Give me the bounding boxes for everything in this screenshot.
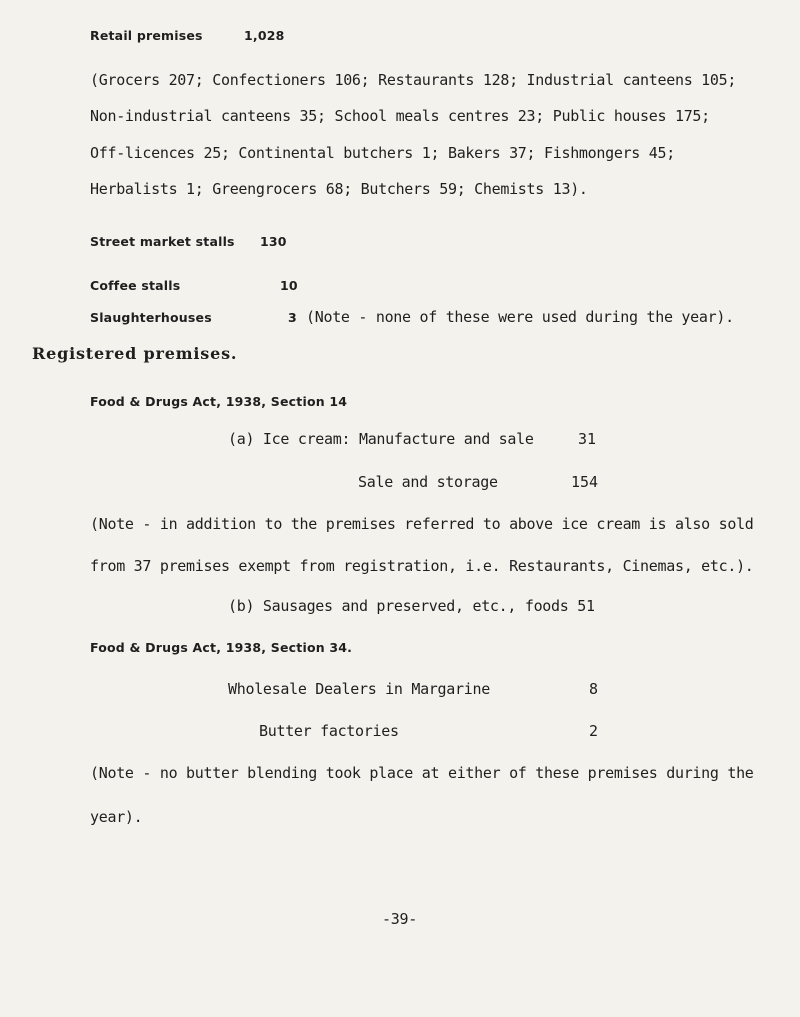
street-market-label: Street market stalls: [90, 234, 235, 249]
butter-factories-value: 2: [589, 722, 599, 740]
butter-note-line-1: (Note - no butter blending took place at either of these premises during the: [90, 764, 754, 782]
street-market-value: 130: [260, 234, 287, 249]
retail-breakdown-line-4: Herbalists 1; Greengrocers 68; Butchers 59; Chemists 13).: [90, 180, 588, 198]
wholesale-margarine-value: 8: [589, 680, 599, 698]
registered-premises-heading: Registered premises.: [32, 344, 238, 363]
retail-premises-value: 1,028: [244, 28, 285, 43]
retail-breakdown-line-1: (Grocers 207; Confectioners 106; Restaurants 128; Industrial canteens 105;: [90, 71, 737, 89]
section-14-title: Food & Drugs Act, 1938, Section 14: [90, 394, 348, 409]
slaughterhouses-note: (Note - none of these were used during the year).: [306, 308, 734, 326]
sale-storage-value: 154: [571, 473, 599, 491]
ice-cream-note-line-1: (Note - in addition to the premises referred to above ice cream is also sold: [90, 515, 754, 533]
section-34-title: Food & Drugs Act, 1938, Section 34.: [90, 640, 353, 655]
retail-breakdown-line-2: Non-industrial canteens 35; School meals centres 23; Public houses 175;: [90, 107, 710, 125]
retail-breakdown-line-3: Off-licences 25; Continental butchers 1; Bakers 37; Fishmongers 45;: [90, 144, 675, 162]
slaughterhouses-value: 3: [288, 310, 297, 325]
coffee-stalls-value: 10: [280, 278, 298, 293]
ice-cream-note-line-2: from 37 premises exempt from registration, i.e. Restaurants, Cinemas, etc.).: [90, 557, 754, 575]
slaughterhouses-label: Slaughterhouses: [90, 310, 212, 325]
coffee-stalls-label: Coffee stalls: [90, 278, 181, 293]
butter-note-line-2: year).: [90, 808, 143, 826]
sale-storage-label: Sale and storage: [358, 473, 498, 491]
wholesale-margarine-label: Wholesale Dealers in Margarine: [228, 680, 490, 698]
ice-cream-manufacture-label: (a) Ice cream: Manufacture and sale: [228, 430, 534, 448]
butter-factories-label: Butter factories: [259, 722, 399, 740]
retail-premises-label: Retail premises: [90, 28, 203, 43]
sausages-line: (b) Sausages and preserved, etc., foods 51: [228, 597, 595, 615]
page-number: -39-: [382, 910, 417, 928]
ice-cream-manufacture-value: 31: [578, 430, 597, 448]
